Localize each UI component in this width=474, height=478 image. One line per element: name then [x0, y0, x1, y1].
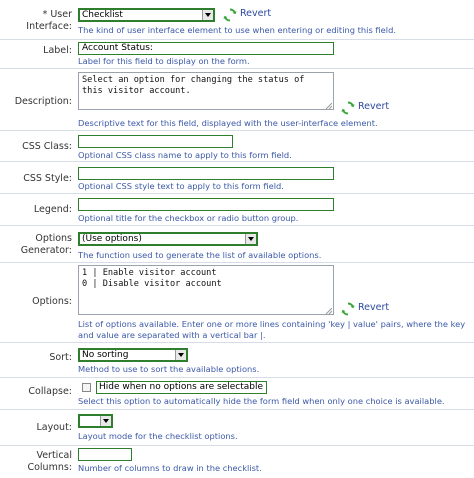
chevron-down-icon: [202, 10, 213, 20]
css-class-input[interactable]: [78, 135, 233, 148]
row-options: [0, 263, 474, 343]
row-css-class: [0, 131, 474, 162]
help-label: Label for this field to display on the form.: [78, 56, 250, 66]
help-layout: Layout mode for the checklist options.: [78, 431, 238, 441]
refresh-arrows-icon: [340, 100, 356, 116]
row-label: [0, 40, 474, 69]
refresh-arrows-icon: [340, 301, 356, 317]
label-css-class: CSS Class:: [22, 141, 72, 152]
label-line: Generator:: [20, 245, 72, 256]
revert-label: Revert: [358, 302, 390, 313]
collapse-checkbox[interactable]: [82, 383, 91, 392]
revert-button-description[interactable]: [340, 100, 400, 114]
row-css-style: [0, 162, 474, 194]
label-collapse: Collapse:: [28, 386, 72, 397]
help-legend: Optional title for the checkbox or radio button group.: [78, 213, 299, 223]
options-textarea[interactable]: 1 | Enable visitor account 0 | Disable visitor account: [78, 265, 334, 315]
help-css-class: Optional CSS class name to apply to this form field.: [78, 150, 292, 160]
revert-label: Revert: [240, 8, 272, 19]
row-legend: [0, 194, 474, 226]
chevron-down-icon: [245, 234, 256, 244]
label-css-style: CSS Style:: [23, 173, 72, 184]
options-generator-select[interactable]: [78, 232, 258, 246]
vertical-columns-input[interactable]: [78, 448, 132, 461]
label-legend: Legend:: [33, 204, 72, 215]
select-value: Checklist: [82, 10, 123, 20]
label-sort: Sort:: [49, 352, 72, 363]
layout-select[interactable]: [78, 414, 113, 428]
help-description: Descriptive text for this field, displayed with the user-interface element.: [78, 118, 378, 128]
label-line: Options: [35, 233, 72, 244]
chevron-down-icon: [100, 416, 111, 426]
help-options: List of options available. Enter one or more lines containing 'key | value' pairs, where the key and value are separated with a vertical bar |.: [78, 319, 466, 340]
label-line: * User: [42, 9, 72, 20]
label-input[interactable]: Account Status:: [78, 42, 334, 55]
help-css-style: Optional CSS style text to apply to this form field.: [78, 181, 284, 191]
help-sort: Method to use to sort the available options.: [78, 364, 260, 374]
legend-input[interactable]: [78, 198, 334, 211]
label-line: Vertical: [36, 450, 72, 461]
chevron-down-icon: [175, 350, 186, 360]
label-options-generator: [0, 233, 72, 257]
row-user-interface: [0, 0, 474, 40]
sort-select[interactable]: [78, 348, 188, 362]
label-label: Label:: [43, 45, 72, 56]
select-value: (Use options): [82, 234, 142, 244]
css-style-input[interactable]: [78, 167, 334, 180]
revert-label: Revert: [358, 101, 390, 112]
collapse-checkbox-label[interactable]: Hide when no options are selectable: [96, 381, 267, 394]
label-options: Options:: [32, 296, 72, 307]
resize-grip-icon[interactable]: [326, 103, 332, 109]
row-options-generator: [0, 226, 474, 263]
revert-button-options[interactable]: [340, 301, 400, 315]
user-interface-select[interactable]: [78, 8, 215, 22]
label-description: Description:: [14, 96, 72, 107]
help-options-generator: The function used to generate the list of available options.: [78, 250, 322, 260]
select-value: No sorting: [82, 350, 129, 360]
help-vertical-columns: Number of columns to draw in the checklist.: [78, 463, 262, 473]
label-vertical-columns: [0, 450, 72, 474]
description-textarea[interactable]: Select an option for changing the status of this visitor account.: [78, 72, 334, 110]
label-user-interface: [0, 9, 72, 33]
revert-button-user-interface[interactable]: [222, 7, 282, 21]
refresh-arrows-icon: [222, 7, 238, 23]
row-collapse: [0, 378, 474, 410]
row-description: [0, 69, 474, 131]
help-collapse: Select this option to automatically hide the form field when only one choice is available.: [78, 396, 445, 406]
help-user-interface: The kind of user interface element to use when entering or editing this field.: [78, 25, 396, 35]
row-sort: [0, 343, 474, 378]
resize-grip-icon[interactable]: [326, 308, 332, 314]
row-layout: [0, 410, 474, 446]
label-line: Interface:: [26, 21, 72, 32]
row-vertical-columns: [0, 446, 474, 478]
label-layout: Layout:: [36, 422, 72, 433]
label-line: Columns:: [27, 462, 72, 473]
